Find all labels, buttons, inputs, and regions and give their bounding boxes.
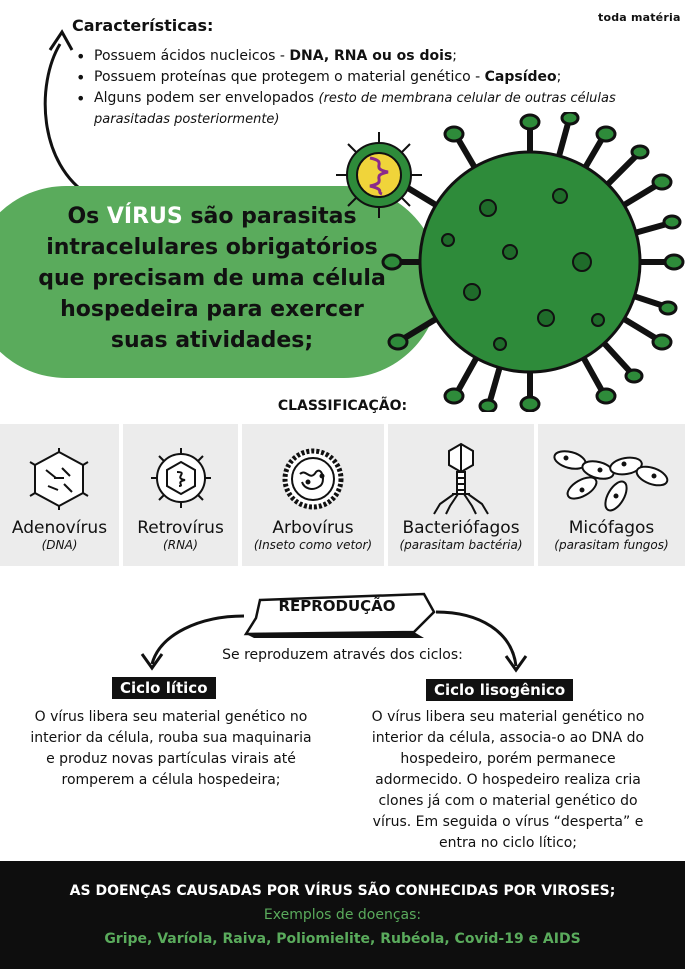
classification-sub: (parasitam bactéria) bbox=[399, 538, 523, 552]
classification-sub: (parasitam fungos) bbox=[554, 538, 669, 552]
mycophage-icon bbox=[552, 446, 672, 512]
characteristic-item: • Alguns podem ser envelopados (resto de membrana celular de outras células parasitadas posteriormente) bbox=[72, 88, 624, 130]
brand-logo: toda matéria bbox=[598, 11, 681, 24]
lytic-cycle-text: O vírus libera seu material genético no interior da célula, rouba sua maquinaria e produz novas partículas virais até romperem a célula hospedeira; bbox=[30, 709, 312, 788]
arrow-right-icon bbox=[432, 606, 528, 676]
classification-name: Retrovírus bbox=[137, 518, 224, 538]
classification-name: Arbovírus bbox=[272, 518, 354, 538]
lytic-cycle-title: Ciclo lítico bbox=[112, 677, 216, 699]
footer-examples-list: Gripe, Varíola, Raiva, Poliomielite, Rubéola, Covid-19 e AIDS bbox=[104, 931, 581, 947]
footer-examples-label: Exemplos de doenças: bbox=[263, 907, 422, 923]
classification-name: Micófagos bbox=[568, 518, 655, 538]
classification-name: Adenovírus bbox=[11, 518, 108, 538]
classification-sub: (RNA) bbox=[163, 538, 198, 552]
classification-sub: (Inseto como vetor) bbox=[253, 538, 373, 552]
classification-name: Bacteriófagos bbox=[402, 518, 520, 538]
main-statement: Os VÍRUS são parasitas intracelulares obrigatórios que precisam de uma célula hospedeira para exercer suas atividades; bbox=[38, 204, 386, 353]
classification-sub: (DNA) bbox=[41, 538, 78, 552]
retrovirus-icon bbox=[149, 446, 213, 510]
classification-card-mycophage bbox=[538, 424, 685, 566]
footer-headline: AS DOENÇAS CAUSADAS POR VÍRUS SÃO CONHECIDAS POR VIROSES; bbox=[69, 883, 616, 899]
bacteriophage-icon bbox=[430, 442, 492, 516]
arrow-left-icon bbox=[140, 610, 250, 672]
arbovirus-icon bbox=[282, 448, 344, 510]
characteristic-item: • Possuem proteínas que protegem o material genético - Capsídeo; bbox=[72, 67, 642, 88]
lysogenic-cycle-title: Ciclo lisogênico bbox=[426, 679, 573, 701]
lysogenic-cycle-text: O vírus libera seu material genético no interior da célula, associa-o ao DNA do hospedeiro, porém permanece adormecido. O hospedeiro realiza cria clones já com o material genético do vírus. Em seguida o vírus “desperta” e entra no ciclo lítico; bbox=[371, 709, 645, 851]
characteristics-title: Características: bbox=[72, 16, 214, 35]
classification-card-adenovirus bbox=[0, 424, 119, 566]
classification-card-arbovirus bbox=[242, 424, 384, 566]
adenovirus-icon bbox=[28, 448, 90, 510]
classification-card-bacteriophage bbox=[388, 424, 534, 566]
classification-title: CLASSIFICAÇÃO: bbox=[277, 398, 408, 414]
reproduction-intro: Se reproduzem através dos ciclos: bbox=[222, 647, 463, 663]
characteristic-item: • Possuem ácidos nucleicos - DNA, RNA ou os dois; bbox=[72, 46, 642, 67]
classification-card-retrovirus bbox=[123, 424, 238, 566]
reproduction-title: REPRODUÇÃO bbox=[278, 597, 396, 615]
